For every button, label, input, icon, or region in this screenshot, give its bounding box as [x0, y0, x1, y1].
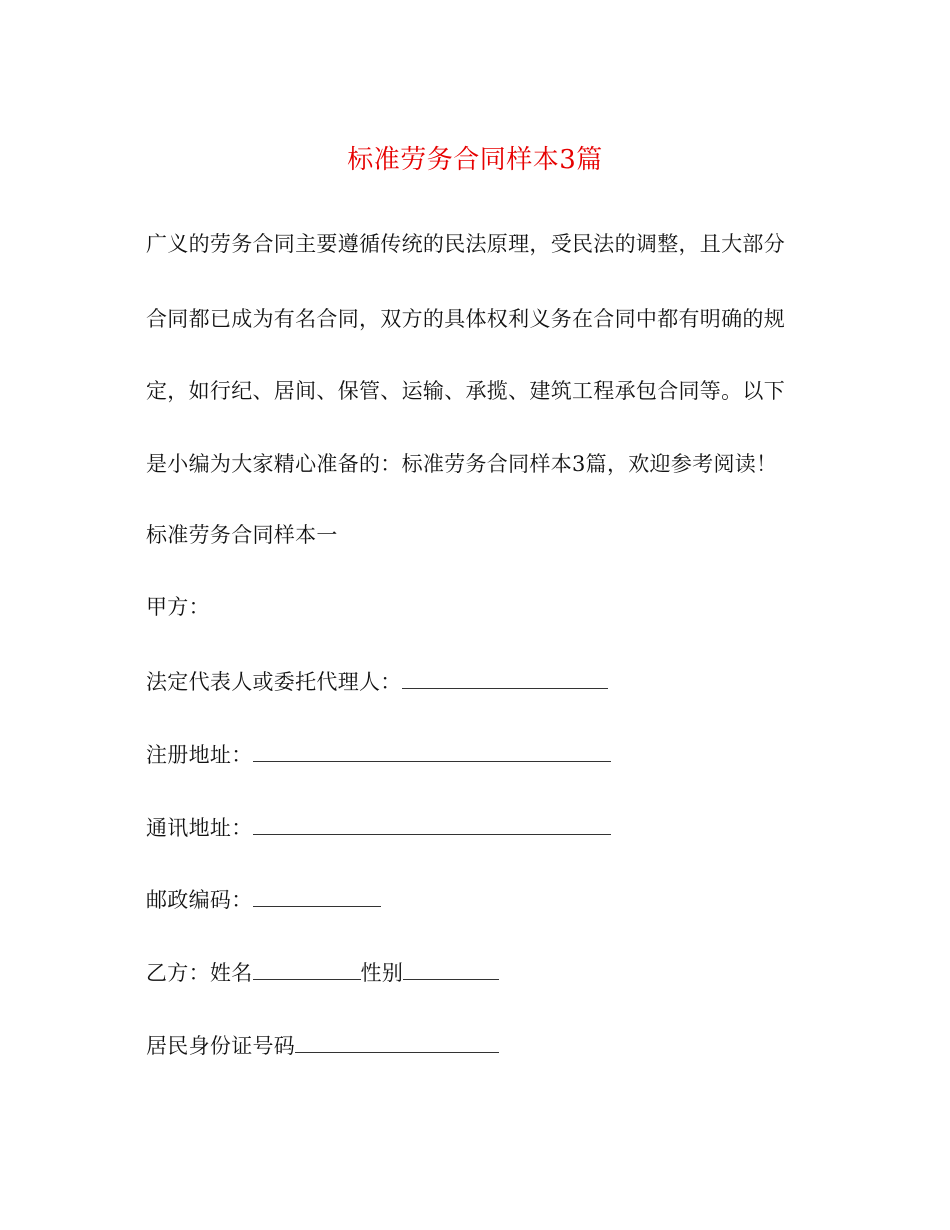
representative-label: 法定代表人或委托代理人：	[146, 670, 402, 694]
registered-address-label: 注册地址：	[146, 743, 253, 767]
mailing-address-blank[interactable]	[253, 812, 611, 835]
party-b-label: 乙方：	[146, 961, 210, 985]
postal-code-blank[interactable]	[253, 884, 381, 907]
document-title: 标准劳务合同样本3篇	[347, 145, 603, 175]
section-heading: 标准劳务合同样本一	[146, 523, 338, 547]
name-blank[interactable]	[253, 957, 361, 980]
postal-code-label: 邮政编码：	[146, 888, 253, 912]
id-number-blank[interactable]	[295, 1030, 499, 1053]
party-b-row	[146, 957, 499, 988]
intro-line-2: 合同都已成为有名合同，双方的具体权利义务在合同中都有明确的规	[146, 307, 785, 331]
postal-code-row	[146, 884, 381, 915]
id-number-row	[146, 1030, 499, 1061]
registered-address-blank[interactable]	[253, 739, 611, 762]
party-a-label: 甲方：	[146, 595, 210, 619]
gender-label: 性别	[360, 961, 404, 985]
gender-blank[interactable]	[403, 957, 499, 980]
intro-line-4: 是小编为大家精心准备的：标准劳务合同样本3篇，欢迎参考阅读！	[146, 452, 778, 476]
mailing-address-row	[146, 812, 611, 843]
id-number-label: 居民身份证号码	[146, 1034, 296, 1058]
intro-line-3: 定，如行纪、居间、保管、运输、承揽、建筑工程承包合同等。以下	[146, 379, 785, 403]
name-label: 姓名	[209, 961, 253, 985]
representative-row	[146, 666, 608, 697]
registered-address-row	[146, 739, 611, 770]
mailing-address-label: 通讯地址：	[146, 816, 253, 840]
intro-line-1: 广义的劳务合同主要遵循传统的民法原理，受民法的调整，且大部分	[146, 232, 785, 256]
representative-blank[interactable]	[402, 666, 608, 689]
